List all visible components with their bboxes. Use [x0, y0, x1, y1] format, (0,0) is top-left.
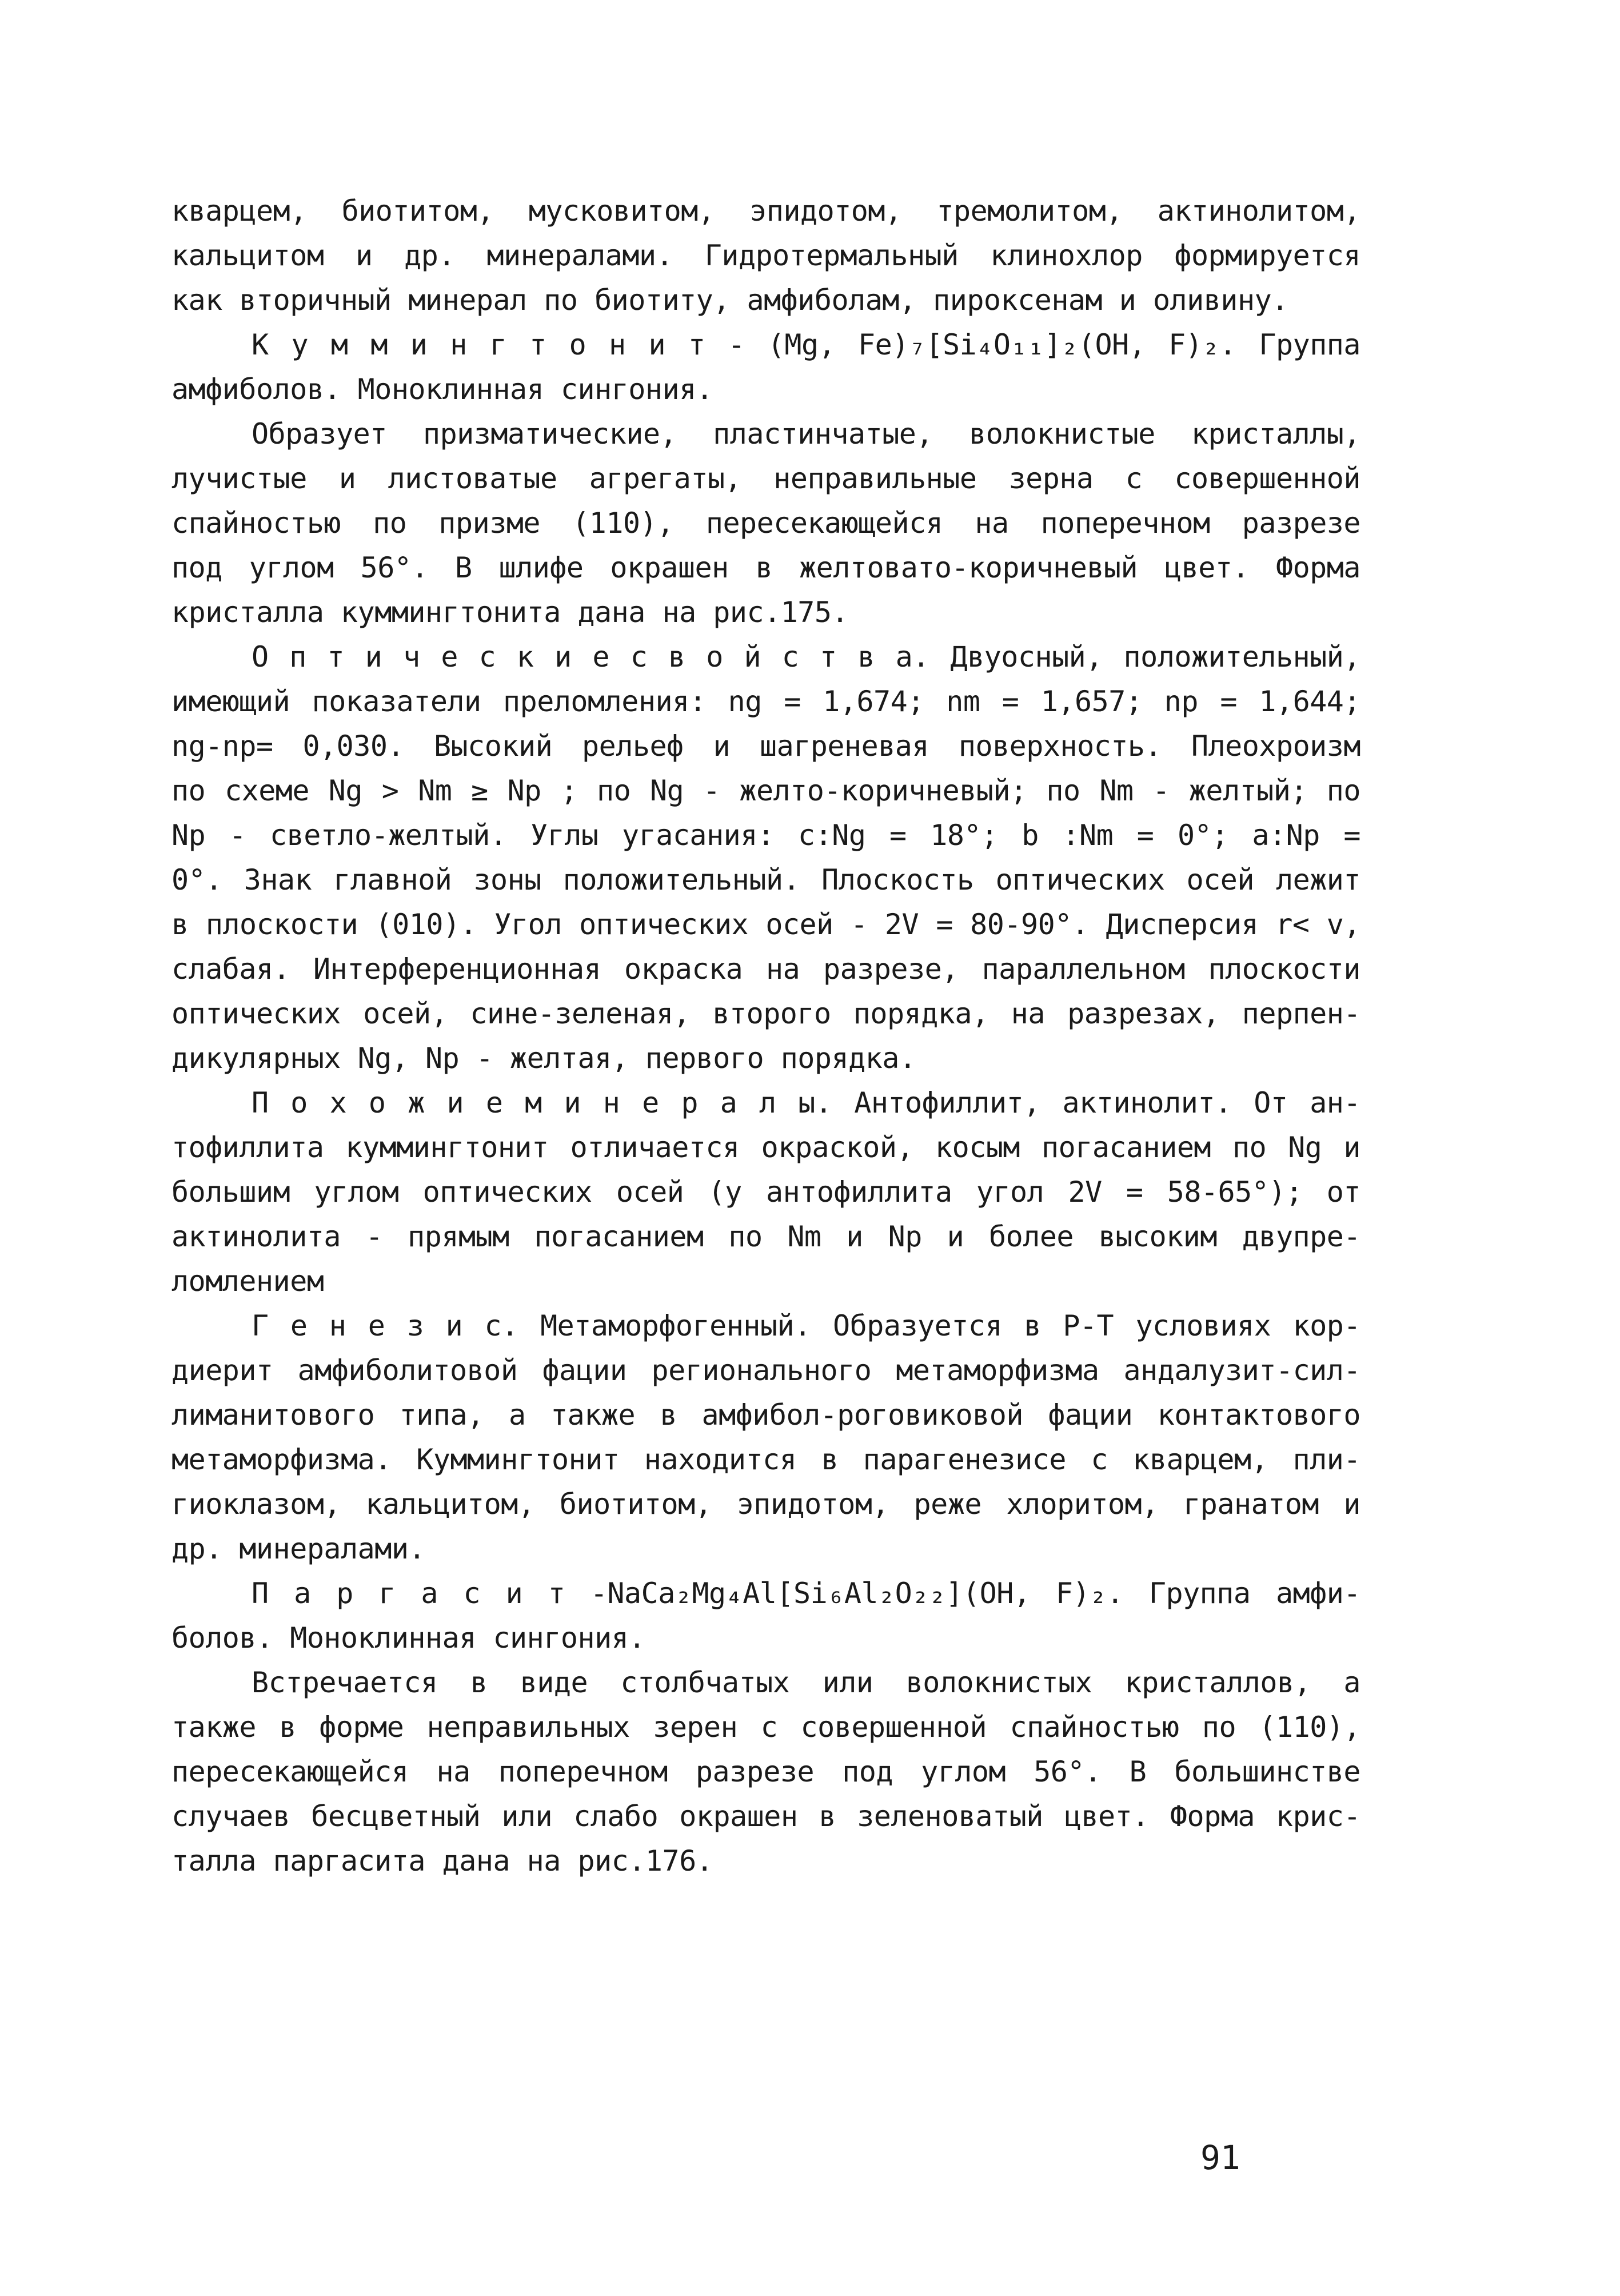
text-line: также в форме неправильных зерен с совершенной спайностью по (110), [171, 1711, 1360, 1744]
text-line: большим углом оптических осей (у антофиллита угол 2V = 58-65°); от [171, 1175, 1360, 1209]
text-line: дикулярных Ng, Np - желтая, первого порядка. [171, 1042, 916, 1075]
text-line: слабая. Интерференционная окраска на разрезе, параллельном плоскости [171, 952, 1360, 986]
text-line: др. минералами. [171, 1532, 426, 1565]
text-line: Образует призматические, пластинчатые, волокнистые кристаллы, [252, 417, 1360, 451]
text-line: Np - светло-желтый. Углы угасания: c:Ng = 18°; b :Nm = 0°; a:Np = [171, 819, 1360, 852]
text-line: О п т и ч е с к и е с в о й с т в а. Двуосный, положительный, [252, 640, 1360, 673]
text-line: пересекающейся на поперечном разрезе под углом 56°. В большинстве [171, 1755, 1360, 1788]
text-line: кварцем, биотитом, мусковитом, эпидотом, тремолитом, актинолитом, [171, 194, 1360, 228]
text-line: по схеме Ng > Nm ≥ Np ; по Ng - желто-коричневый; по Nm - желтый; по [171, 774, 1360, 807]
text-line: болов. Моноклинная сингония. [171, 1621, 645, 1655]
text-line: П о х о ж и е м и н е р а л ы. Антофиллит, актинолит. От ан- [252, 1086, 1360, 1119]
text-line: талла паргасита дана на рис.176. [171, 1844, 713, 1878]
text-line: кристалла куммингтонита дана на рис.175. [171, 596, 849, 629]
text-line: спайностью по призме (110), пересекающейся на поперечном разрезе [171, 507, 1360, 540]
text-line: в плоскости (010). Угол оптических осей - 2V = 80-90°. Дисперсия r< v, [171, 908, 1360, 941]
text-line: имеющий показатели преломления: ng = 1,674; nm = 1,657; np = 1,644; [171, 685, 1360, 718]
text-line: амфиболов. Моноклинная сингония. [171, 373, 713, 406]
text-line: оптических осей, сине-зеленая, второго порядка, на разрезах, перпен- [171, 997, 1360, 1030]
text-line: лиманитового типа, а также в амфибол-роговиковой фации контактового [171, 1398, 1360, 1432]
text-line: под углом 56°. В шлифе окрашен в желтовато-коричневый цвет. Форма [171, 551, 1360, 584]
text-line: П а р г а с и т -NaCa₂Mg₄Al[Si₆Al₂O₂₂](OH, F)₂. Группа амфи- [252, 1577, 1360, 1610]
text-line: ng-np= 0,030. Высокий рельеф и шагреневая поверхность. Плеохроизм [171, 730, 1360, 763]
text-line: К у м м и н г т о н и т - (Mg, Fe)₇[Si₄O₁₁]₂(OH, F)₂. Группа [252, 328, 1360, 361]
text-line: гиоклазом, кальцитом, биотитом, эпидотом, реже хлоритом, гранатом и [171, 1488, 1360, 1521]
text-line: тофиллита куммингтонит отличается окраской, косым погасанием по Ng и [171, 1131, 1360, 1164]
text-line: ломлением [171, 1265, 324, 1298]
text-line: актинолита - прямым погасанием по Nm и Np и более высоким двупре- [171, 1220, 1360, 1253]
text-line: диерит амфиболитовой фации регионального метаморфизма андалузит-сил- [171, 1354, 1360, 1387]
text-line: метаморфизма. Куммингтонит находится в парагенезисе с кварцем, пли- [171, 1443, 1360, 1476]
text-line: кальцитом и др. минералами. Гидротермальный клинохлор формируется [171, 239, 1360, 272]
text-line: как вторичный минерал по биотиту, амфиболам, пироксенам и оливину. [171, 284, 1288, 317]
page-number: 91 [1200, 2138, 1240, 2177]
text-line: случаев бесцветный или слабо окрашен в зеленоватый цвет. Форма крис- [171, 1800, 1360, 1833]
body-text [171, 189, 1360, 1883]
text-line: Встречается в виде столбчатых или волокнистых кристаллов, а [252, 1666, 1360, 1699]
text-line: 0°. Знак главной зоны положительный. Плоскость оптических осей лежит [171, 863, 1360, 896]
text-line: лучистые и листоватые агрегаты, неправильные зерна с совершенной [171, 462, 1360, 495]
text-line: Г е н е з и с. Метаморфогенный. Образуется в P-T условиях кор- [252, 1309, 1360, 1342]
